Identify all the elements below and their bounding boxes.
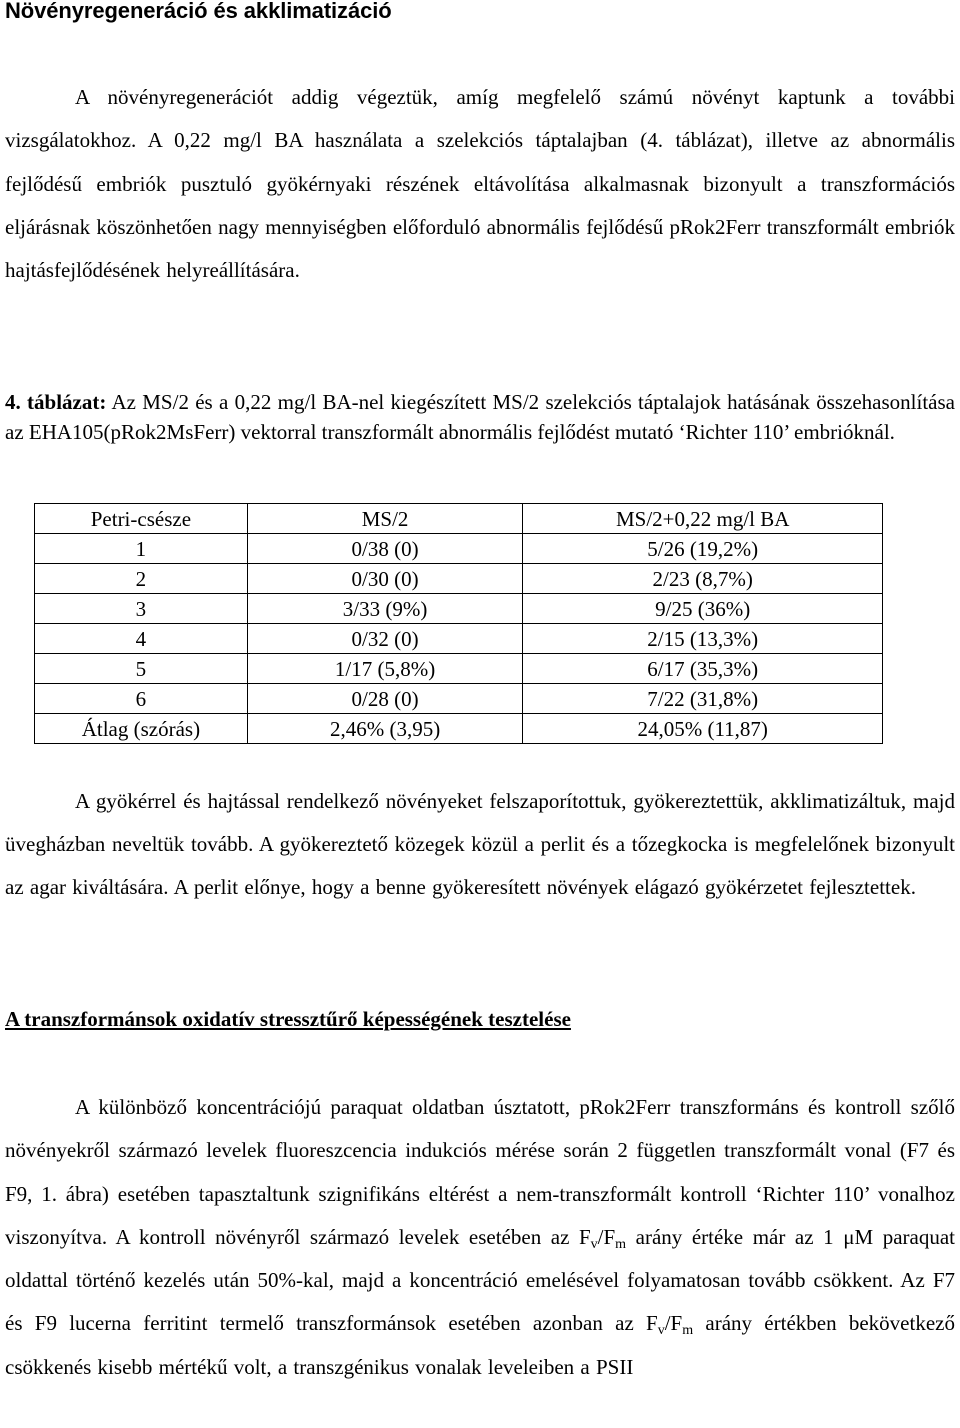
table-cell: 9/25 (36%) — [523, 594, 883, 624]
table-summary-row — [35, 714, 883, 744]
table-row — [35, 564, 883, 594]
table-cell: 1 — [35, 534, 248, 564]
paragraph-oxidative-stress — [5, 1086, 955, 1389]
paragraph-text-part: arány értékben bekövetkező csökkenés kisebb mértékű volt, a transzgénikus vonalak leveleiben a PSII — [5, 1311, 955, 1379]
table-cell: 6 — [35, 684, 248, 714]
table-cell: 0/28 (0) — [247, 684, 523, 714]
table-header-row — [35, 504, 883, 534]
table-cell: 6/17 (35,3%) — [523, 654, 883, 684]
table-cell: 3/33 (9%) — [247, 594, 523, 624]
paragraph-text-part: arány értéke már az 1 μM paraquat oldattal történő kezelés után 50%-kal, majd a koncentráció emelésével folyamatosan tovább csökkent. Az F7 és F9 lucerna ferritint termelő transzformánsok esetében azonban az F — [5, 1224, 955, 1336]
table-cell: 0/38 (0) — [247, 534, 523, 564]
table-cell: 5 — [35, 654, 248, 684]
section2-title: A transzformánsok oxidatív stressztűrő képességének tesztelése — [5, 1007, 571, 1031]
table-cell: Átlag (szórás) — [35, 714, 248, 744]
table-cell: 7/22 (31,8%) — [523, 684, 883, 714]
table-cell: 0/32 (0) — [247, 624, 523, 654]
subscript: m — [615, 1236, 627, 1252]
table-row — [35, 654, 883, 684]
table-cell: 0/30 (0) — [247, 564, 523, 594]
paragraph-text-part: /F — [597, 1224, 616, 1249]
table-row — [35, 594, 883, 624]
table-cell: 5/26 (19,2%) — [523, 534, 883, 564]
paragraph-acclimatization-text: A gyökérrel és hajtással rendelkező növényeket felszaporítottuk, gyökereztettük, akklimatizáltuk, majd üvegházban neveltük tovább. A gyökereztető közegek közül a perlit és a tőzegkocka is megfelelőnek bizonyult az agar kiváltására. A perlit előnye, hogy a benne gyökeresített növények elágazó gyökérzetet fejlesztettek. — [5, 789, 955, 900]
table-cell: 2,46% (3,95) — [247, 714, 523, 744]
paragraph-regeneration-text: A növényregenerációt addig végeztük, amíg megfelelő számú növényt kaptunk a további vizsgálatokhoz. A 0,22 mg/l BA használata a szelekciós táptalajban (4. táblázat), illetve az abnormális fejlődésű embriók pusztuló gyökérnyaki részének eltávolítása alkalmasnak bizonyult a transzformációs eljárásnak köszönhetően nagy mennyiségben előforduló abnormális fejlődésű pRok2Ferr transzformált embriók hajtásfejlődésének helyreállítására. — [5, 85, 955, 283]
paragraph-acclimatization — [5, 780, 955, 910]
section-title: Növényregeneráció és akklimatizáció — [5, 0, 392, 23]
table-header-cell: MS/2+0,22 mg/l BA — [523, 504, 883, 534]
table-cell: 3 — [35, 594, 248, 624]
table-cell: 2/23 (8,7%) — [523, 564, 883, 594]
table-row — [35, 534, 883, 564]
subscript: m — [682, 1323, 694, 1339]
table-row — [35, 684, 883, 714]
table-cell: 24,05% (11,87) — [523, 714, 883, 744]
table-caption-label: 4. táblázat: — [5, 390, 107, 414]
table-cell: 2/15 (13,3%) — [523, 624, 883, 654]
table-caption-text: Az MS/2 és a 0,22 mg/l BA-nel kiegészített MS/2 szelekciós táptalajok hatásának összehasonlítása az EHA105(pRok2MsFerr) vektorral transzformált abnormális fejlődést mutató ‘Richter 110’ embrióknál. — [5, 390, 955, 444]
table-cell: 1/17 (5,8%) — [247, 654, 523, 684]
table-header-cell: MS/2 — [247, 504, 523, 534]
subscript: v — [657, 1323, 665, 1339]
table-cell: 2 — [35, 564, 248, 594]
paragraph-text-part: A különböző koncentrációjú paraquat oldatban úsztatott, pRok2Ferr transzformáns és kontroll szőlő növényekről származó levelek fluoreszcencia indukciós mérése során 2 független transzformált vonal (F7 és F9, 1. ábra) esetében tapasztaltunk szignifikáns eltérést a nem-transzformált kontroll ‘Richter 110’ vonalhoz viszonyítva. A kontroll növényről származó levelek esetében az F — [5, 1095, 955, 1249]
table-row — [35, 624, 883, 654]
results-table — [34, 503, 883, 744]
paragraph-text-part: /F — [664, 1311, 683, 1336]
table-header-cell: Petri-csésze — [35, 504, 248, 534]
table-cell: 4 — [35, 624, 248, 654]
subscript: v — [590, 1236, 598, 1252]
paragraph-regeneration — [5, 76, 955, 292]
table-caption — [5, 388, 955, 447]
